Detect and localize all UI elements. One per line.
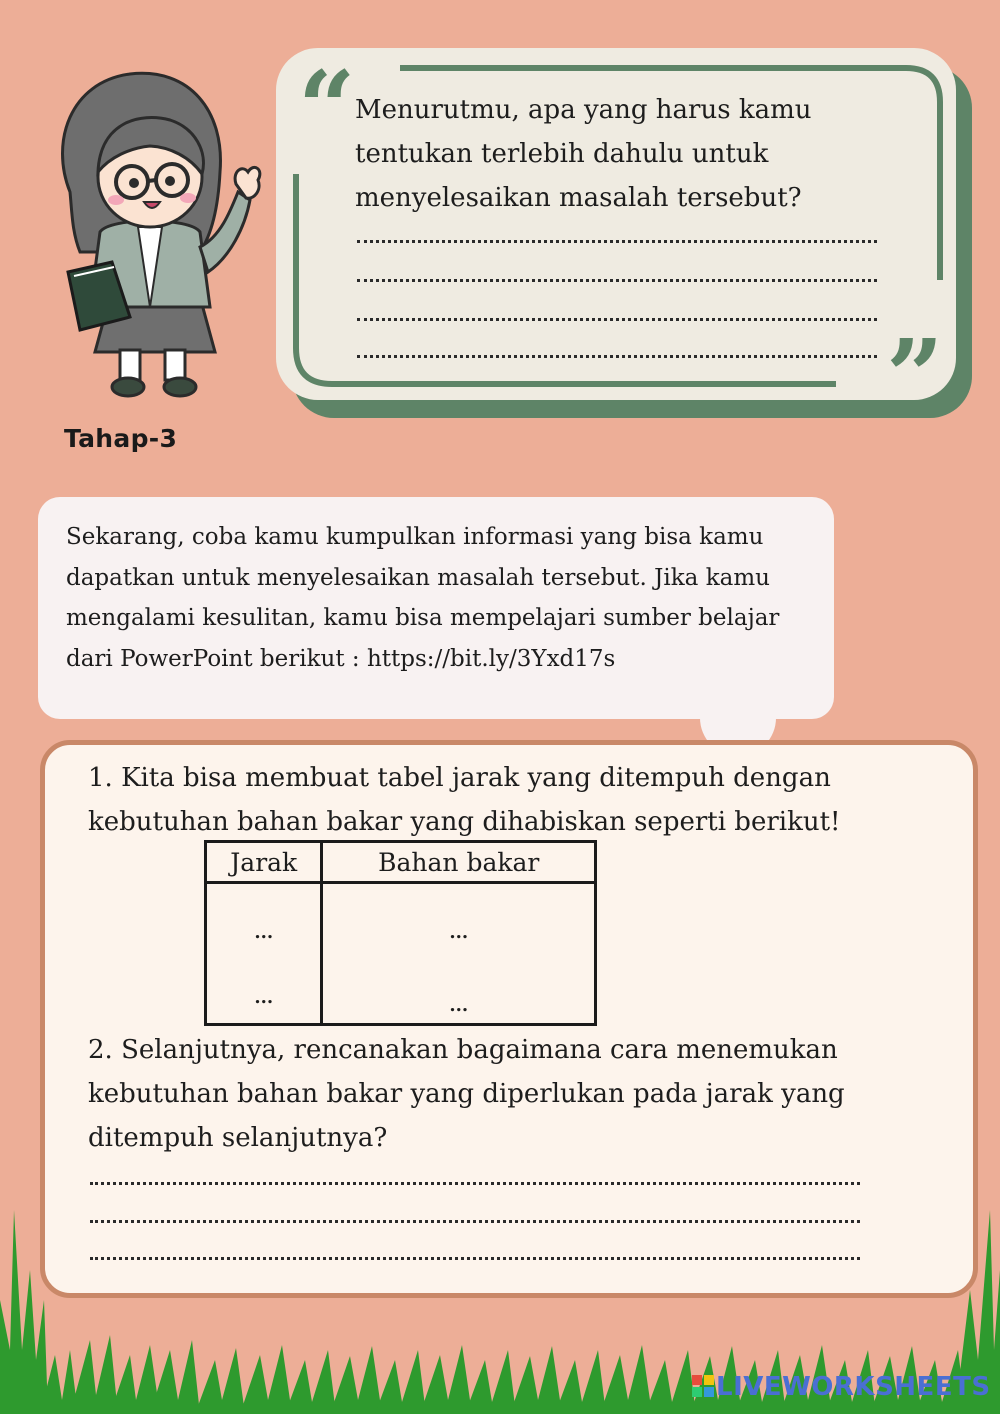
table-cell-value: ... xyxy=(449,995,469,1016)
answer-line-2[interactable] xyxy=(357,279,877,282)
watermark-text: LIVEWORKSHEETS xyxy=(716,1372,991,1402)
distance-fuel-table xyxy=(204,840,597,1026)
teacher-illustration xyxy=(50,62,265,402)
answer-line-3[interactable] xyxy=(357,318,877,321)
table-cell-value: ... xyxy=(449,922,469,943)
task-1-text: 1. Kita bisa membuat tabel jarak yang ditempuh dengan kebutuhan bahan bakar yang dihabiskan seperti berikut! xyxy=(88,763,841,837)
answer-line-4[interactable] xyxy=(357,355,877,358)
stage-label: Tahap-3 xyxy=(64,424,178,453)
table-cell[interactable] xyxy=(322,883,596,1025)
table-cell[interactable] xyxy=(206,883,322,1025)
open-quote-icon: “ xyxy=(298,49,356,167)
task-2-text: 2. Selanjutnya, rencanakan bagaimana cara menemukan kebutuhan bahan bakar yang diperlukan pada jarak yang ditempuh selanjutnya? xyxy=(88,1035,845,1153)
table-header-distance: Jarak xyxy=(206,842,322,883)
table-cell-value: ... xyxy=(254,987,274,1008)
answer-line-1[interactable] xyxy=(357,240,877,243)
info-text: Sekarang, coba kamu kumpulkan informasi yang bisa kamu dapatkan untuk menyelesaikan masalah tersebut. Jika kamu mengalami kesulitan, kamu bisa mempelajari sumber belajar dari PowerPoint berikut : https://bit.ly/3Yxd17s xyxy=(66,524,780,672)
close-quote-icon: ” xyxy=(886,317,944,435)
quote-question: Menurutmu, apa yang harus kamu tentukan terlebih dahulu untuk menyelesaikan masalah tersebut? xyxy=(355,95,812,213)
liveworksheets-watermark xyxy=(692,1372,991,1402)
table-cell-value: ... xyxy=(254,922,274,943)
liveworksheets-logo-icon xyxy=(692,1375,714,1397)
table-header-fuel: Bahan bakar xyxy=(322,842,596,883)
